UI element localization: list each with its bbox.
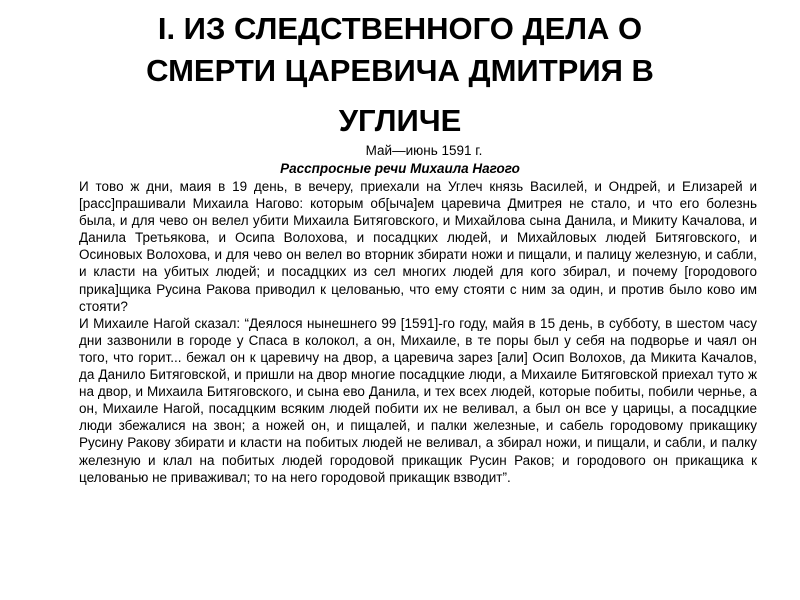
title-line-2: СМЕРТИ ЦАРЕВИЧА ДМИТРИЯ В	[146, 53, 654, 88]
paragraph-testimony: И Михаиле Нагой сказал: “Деялося нынешнего 99 [1591]-го году, майя в 15 день, в субботу, в шестом часу дни зазвонили в городе у Спаса в колокол, а он, Михаиле, в те поры был у себя на подворье и чаял он того, что горит... бежал он к царевичу на двор, а царевича зарез [али] Осип Волохов, да Микита Качалов, да Данило Битяговской, и пришли на двор многие посадцкие люди, а Михаиле Битяговской приехал туто ж на двор, и Михаила Битяговского, и сына ево Данила, и тех всех людей, которые побиты, побили чернье, а он, Михаиле Нагой, посадцким всяким людей побити их не веливал, а был он все у царицы, а посадцкие люди збежалися на звон; а ножей он, и пищалей, и палки железные, и сабель городовому прикащику Русину Ракову збирати и класти на побитых людей не веливал, а збирал ножи, и пищали, и сабли, и палку железную и клал на побитых людей городовой прикащик Русин Раков; и городового он прикащика к целованью не приваживал; то на него городовой прикащик взводит”.	[79, 315, 757, 485]
page-title	[80, 8, 720, 142]
document-body	[79, 178, 757, 486]
paragraph-interrogation: И тово ж дни, маия в 19 день, в вечеру, приехали на Углеч князь Василей, и Ондрей, и Елизарей и [расс]прашивали Михаила Нагово: которым об[ыча]ем царевича Дмитрея не стало, и что его болезнь была, и для чево он велел убити Михаила Битяговского, и Михайлова сына Данила, и Микиту Качалова, и Данила Третьякова, и Осипа Волохова, и посадцких людей, и Михайловых людей Битяговского, и Осиновых Волохова, и для чево он велел во вторник збирати ножи и пищали, и палицу железную, и сабли, и класти на убитых людей; и посадцких из сел многих людей для кого збирал, и почему [городового прика]щика Русина Ракова приводил к целованью, что ему стояти с ним за один, и против было ково им стояти?	[79, 179, 757, 314]
document-date: Май—июнь 1591 г.	[365, 143, 483, 158]
title-line-3: УГЛИЧЕ	[338, 103, 462, 138]
title-line-1: I. ИЗ СЛЕДСТВЕННОГО ДЕЛА О	[157, 11, 643, 46]
speech-heading: Расспросные речи Михаила Нагого	[280, 161, 520, 176]
